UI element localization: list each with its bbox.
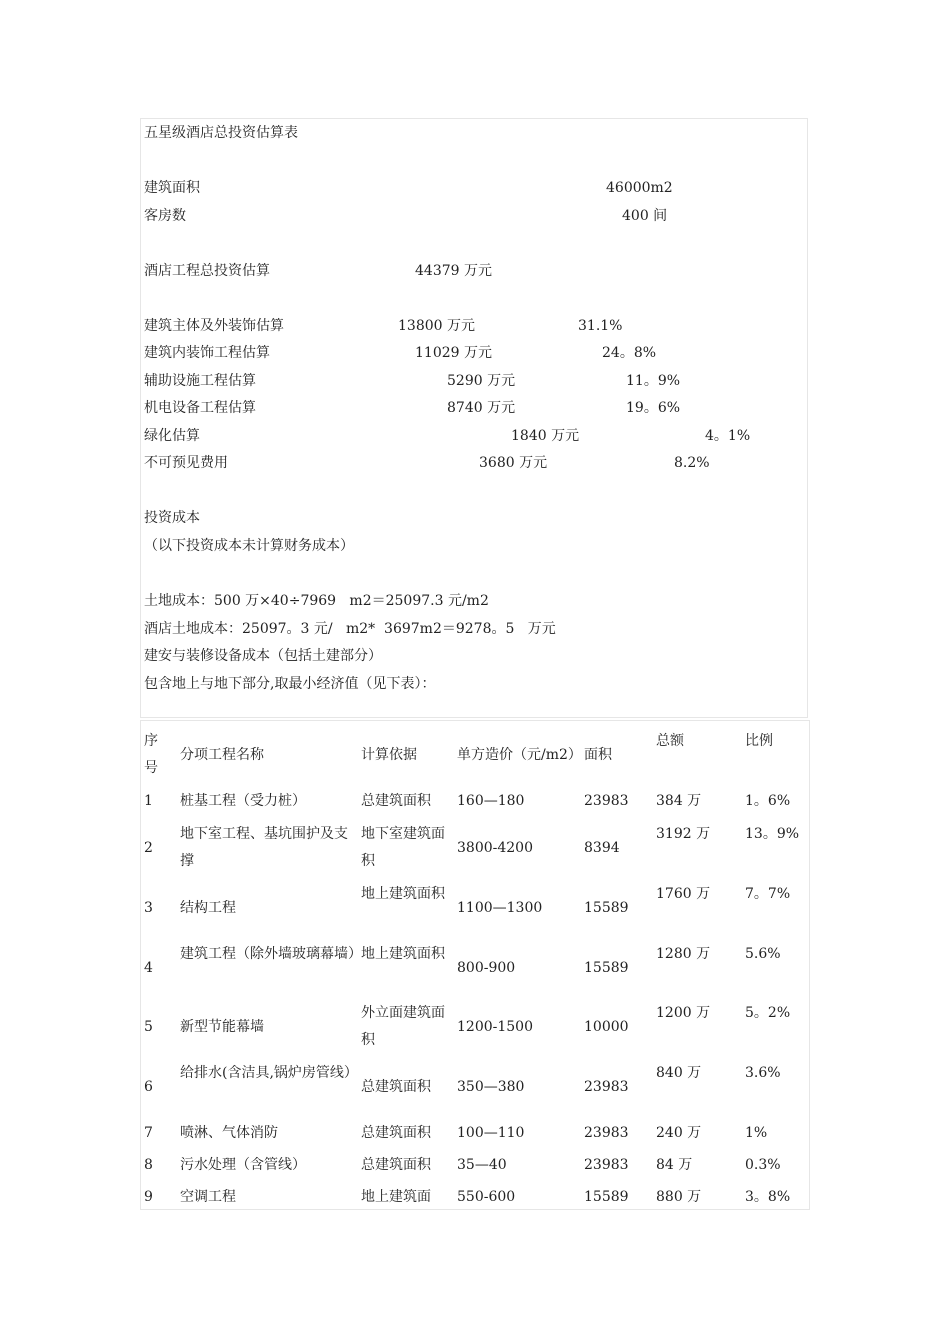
header-area: 面积 (584, 747, 612, 763)
row-ratio: 13。9% (745, 826, 800, 842)
total-value: 44379 万元 (415, 263, 492, 279)
item-pct: 8.2% (674, 455, 710, 471)
row-total: 84 万 (656, 1157, 693, 1173)
row-total: 880 万 (656, 1189, 702, 1205)
row-ratio: 1% (745, 1125, 768, 1141)
row-basis: 地上建筑面 (361, 1189, 431, 1205)
row-basis: 地上建筑面积 (361, 886, 445, 902)
item-pct: 24。8% (602, 345, 657, 361)
row-area: 15589 (584, 1189, 629, 1205)
rooms-value: 400 间 (622, 208, 668, 224)
item-label: 不可预见费用 (144, 455, 228, 471)
item-pct: 11。9% (626, 373, 681, 389)
row-total: 3192 万 (656, 826, 711, 842)
construction-scope-line: 包含地上与地下部分,取最小经济值（见下表）： (144, 676, 436, 692)
row-price: 100—110 (457, 1125, 525, 1141)
cost-heading: 投资成本 (144, 510, 200, 526)
row-basis: 外立面建筑面积 (361, 1005, 445, 1048)
row-price: 3800-4200 (457, 840, 533, 856)
row-name: 结构工程 (180, 900, 236, 916)
row-price: 35—40 (457, 1157, 507, 1173)
row-area: 23983 (584, 1079, 629, 1095)
row-name: 污水处理（含管线） (180, 1157, 306, 1173)
row-name: 喷淋、气体消防 (180, 1125, 278, 1141)
total-label: 酒店工程总投资估算 (144, 263, 270, 279)
row-price: 550-600 (457, 1189, 516, 1205)
row-total: 1760 万 (656, 886, 711, 902)
row-ratio: 3。8% (745, 1189, 791, 1205)
header-name: 分项工程名称 (180, 747, 264, 763)
row-ratio: 5。2% (745, 1005, 791, 1021)
header-no: 序号 (144, 733, 158, 776)
row-total: 1200 万 (656, 1005, 711, 1021)
item-label: 绿化估算 (144, 428, 200, 444)
row-no: 5 (144, 1019, 153, 1035)
item-label: 辅助设施工程估算 (144, 373, 256, 389)
row-total: 384 万 (656, 793, 702, 809)
hotel-land-cost-line: 酒店土地成本：25097。3 元/ m2* 3697m2＝9278。5 万元 (144, 621, 556, 637)
rooms-label: 客房数 (144, 208, 186, 224)
area-label: 建筑面积 (144, 180, 200, 196)
row-ratio: 0.3% (745, 1157, 781, 1173)
row-ratio: 7。7% (745, 886, 791, 902)
row-price: 1100—1300 (457, 900, 543, 916)
row-price: 800-900 (457, 960, 516, 976)
item-label: 机电设备工程估算 (144, 400, 256, 416)
row-area: 23983 (584, 793, 629, 809)
row-area: 23983 (584, 1157, 629, 1173)
item-amount: 1840 万元 (511, 428, 580, 444)
row-area: 10000 (584, 1019, 629, 1035)
row-area: 23983 (584, 1125, 629, 1141)
row-name: 地下室工程、基坑围护及支撑 (180, 826, 348, 869)
row-basis: 总建筑面积 (361, 1079, 431, 1095)
row-no: 3 (144, 900, 153, 916)
row-name: 给排水(含洁具,锅炉房管线） (180, 1065, 358, 1081)
row-name: 建筑工程（除外墙玻璃幕墙） (180, 946, 362, 962)
row-price: 1200-1500 (457, 1019, 533, 1035)
row-no: 1 (144, 793, 153, 809)
item-amount: 11029 万元 (415, 345, 492, 361)
row-no: 2 (144, 840, 153, 856)
header-basis: 计算依据 (361, 747, 417, 763)
row-total: 840 万 (656, 1065, 702, 1081)
row-total: 1280 万 (656, 946, 711, 962)
row-total: 240 万 (656, 1125, 702, 1141)
row-name: 新型节能幕墙 (180, 1019, 264, 1035)
item-amount: 13800 万元 (398, 318, 475, 334)
row-no: 8 (144, 1157, 153, 1173)
row-basis: 地下室建筑面积 (361, 826, 445, 869)
row-name: 桩基工程（受力桩） (180, 793, 306, 809)
item-amount: 3680 万元 (479, 455, 548, 471)
item-label: 建筑内装饰工程估算 (144, 345, 270, 361)
row-name: 空调工程 (180, 1189, 236, 1205)
row-basis: 总建筑面积 (361, 1125, 431, 1141)
row-basis: 总建筑面积 (361, 1157, 431, 1173)
row-area: 8394 (584, 840, 620, 856)
row-price: 350—380 (457, 1079, 525, 1095)
row-area: 15589 (584, 960, 629, 976)
row-no: 4 (144, 960, 153, 976)
row-ratio: 3.6% (745, 1065, 781, 1081)
header-total: 总额 (656, 733, 684, 749)
row-area: 15589 (584, 900, 629, 916)
row-basis: 总建筑面积 (361, 793, 431, 809)
row-basis: 地上建筑面积 (361, 946, 445, 962)
document-title: 五星级酒店总投资估算表 (144, 125, 298, 141)
item-amount: 5290 万元 (447, 373, 516, 389)
row-no: 6 (144, 1079, 153, 1095)
row-price: 160—180 (457, 793, 525, 809)
row-ratio: 1。6% (745, 793, 791, 809)
area-value: 46000m2 (606, 180, 673, 196)
header-price: 单方造价（元/m2） (457, 747, 582, 763)
item-amount: 8740 万元 (447, 400, 516, 416)
row-no: 7 (144, 1125, 153, 1141)
construction-cost-line: 建安与装修设备成本（包括土建部分） (144, 648, 382, 664)
item-pct: 19。6% (626, 400, 681, 416)
header-ratio: 比例 (745, 733, 773, 749)
cost-note: （以下投资成本未计算财务成本） (144, 538, 354, 554)
item-label: 建筑主体及外装饰估算 (144, 318, 284, 334)
row-ratio: 5.6% (745, 946, 781, 962)
land-cost-line: 土地成本：500 万×40÷7969 m2＝25097.3 元/m2 (144, 593, 489, 609)
item-pct: 31.1% (578, 318, 623, 334)
item-pct: 4。1% (705, 428, 751, 444)
row-no: 9 (144, 1189, 153, 1205)
